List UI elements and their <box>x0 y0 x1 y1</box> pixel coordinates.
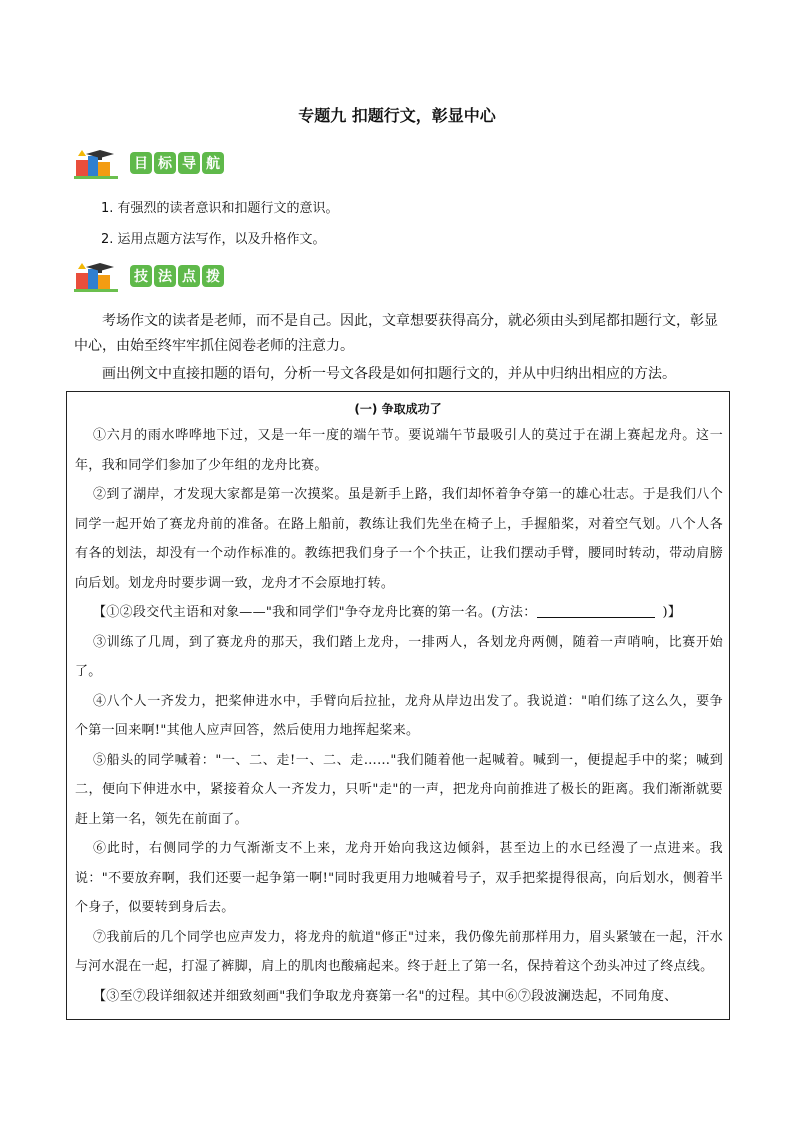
note-text: )】 <box>662 605 682 620</box>
essay-title: (一) 争取成功了 <box>354 402 442 416</box>
essay-paragraph: ⑤船头的同学喊着："一、二、走!一、二、走……"我们随着他一起喊着。喊到一，便提起手中的桨；喊到二，便向下伸进水中，紧接着众人一齐发力，只听"走"的一声，把龙舟向前推进了极长的距离。我们渐渐就要赶上第一名，领先在前面了。 <box>75 752 723 827</box>
tile-char: 标 <box>154 152 176 174</box>
essay-paragraph: ③训练了几周，到了赛龙舟的那天，我们踏上龙舟，一排两人，各划龙舟两侧，随着一声哨响，比赛开始了。 <box>75 634 723 679</box>
tile-char: 法 <box>154 265 176 287</box>
tile-char: 技 <box>130 265 152 287</box>
instruction-paragraph: 画出例文中直接扣题的语句，分析一号文各段是如何扣题行文的，并从中归纳出相应的方法。 <box>102 366 676 382</box>
books-graduation-icon <box>74 146 126 180</box>
tile-char: 目 <box>130 152 152 174</box>
tile-char: 拨 <box>202 265 224 287</box>
tile-char: 点 <box>178 265 200 287</box>
fill-in-blank[interactable] <box>537 603 655 618</box>
tile-char: 航 <box>202 152 224 174</box>
essay-paragraph: ①六月的雨水哗哗地下过，又是一年一度的端午节。要说端午节最吸引人的莫过于在湖上赛起龙舟。这一年，我和同学们参加了少年组的龙舟比赛。 <box>75 428 723 473</box>
annotation-note: 【③至⑦段详细叙述并细致刻画"我们争取龙舟赛第一名"的过程。其中⑥⑦段波澜迭起，不同角度、 <box>93 988 678 1004</box>
goal-item: 2. 运用点题方法写作，以及升格作文。 <box>101 232 326 247</box>
intro-paragraph: 考场作文的读者是老师，而不是自己。因此，文章想要获得高分，就必须由头到尾都扣题行文，彰显中心，由始至终牢牢抓住阅卷老师的注意力。 <box>74 313 718 354</box>
example-essay-box <box>66 391 730 1020</box>
note-text: 【①②段交代主语和对象——"我和同学们"争夺龙舟比赛的第一名。(方法： <box>93 605 537 620</box>
section-header-goals <box>74 146 224 180</box>
books-graduation-icon <box>74 259 126 293</box>
tile-char: 导 <box>178 152 200 174</box>
essay-paragraph: ④八个人一齐发力，把桨伸进水中，手臂向后拉扯，龙舟从岸边出发了。我说道："咱们练了这么久，要争个第一回来啊!"其他人应声回答，然后使用力地挥起桨来。 <box>75 693 723 738</box>
essay-paragraph: ⑦我前后的几个同学也应声发力，将龙舟的航道"修正"过来，我仍像先前那样用力，眉头紧皱在一起，汗水与河水混在一起，打湿了裤脚，肩上的肌肉也酸痛起来。终于赶上了第一名，保持着这个劲头冲过了终点线。 <box>75 929 723 974</box>
goal-item: 1. 有强烈的读者意识和扣题行文的意识。 <box>101 201 339 216</box>
section-header-techniques <box>74 259 224 293</box>
essay-paragraph: ②到了湖岸，才发现大家都是第一次摸桨。虽是新手上路，我们却怀着争夺第一的雄心壮志。于是我们八个同学一起开始了赛龙舟前的准备。在路上船前，教练让我们先坐在椅子上，手握船桨，对着空气划。八个人各有各的划法，却没有一个动作标准的。教练把我们身子一个个扶正，让我们摆动手臂，腰同时转动，带动肩膀向后划。划龙舟时要步调一致，龙舟才不会原地打转。 <box>75 487 723 591</box>
essay-paragraph: ⑥此时，右侧同学的力气渐渐支不上来，龙舟开始向我这边倾斜，甚至边上的水已经漫了一点进来。我说："不要放弃啊，我们还要一起争第一啊!"同时我更用力地喊着号子，双手把桨提得很高，向后划水，侧着半个身子，似要转到身后去。 <box>75 841 723 915</box>
page-title: 专题九 扣题行文，彰显中心 <box>298 106 496 125</box>
annotation-note <box>67 598 729 628</box>
